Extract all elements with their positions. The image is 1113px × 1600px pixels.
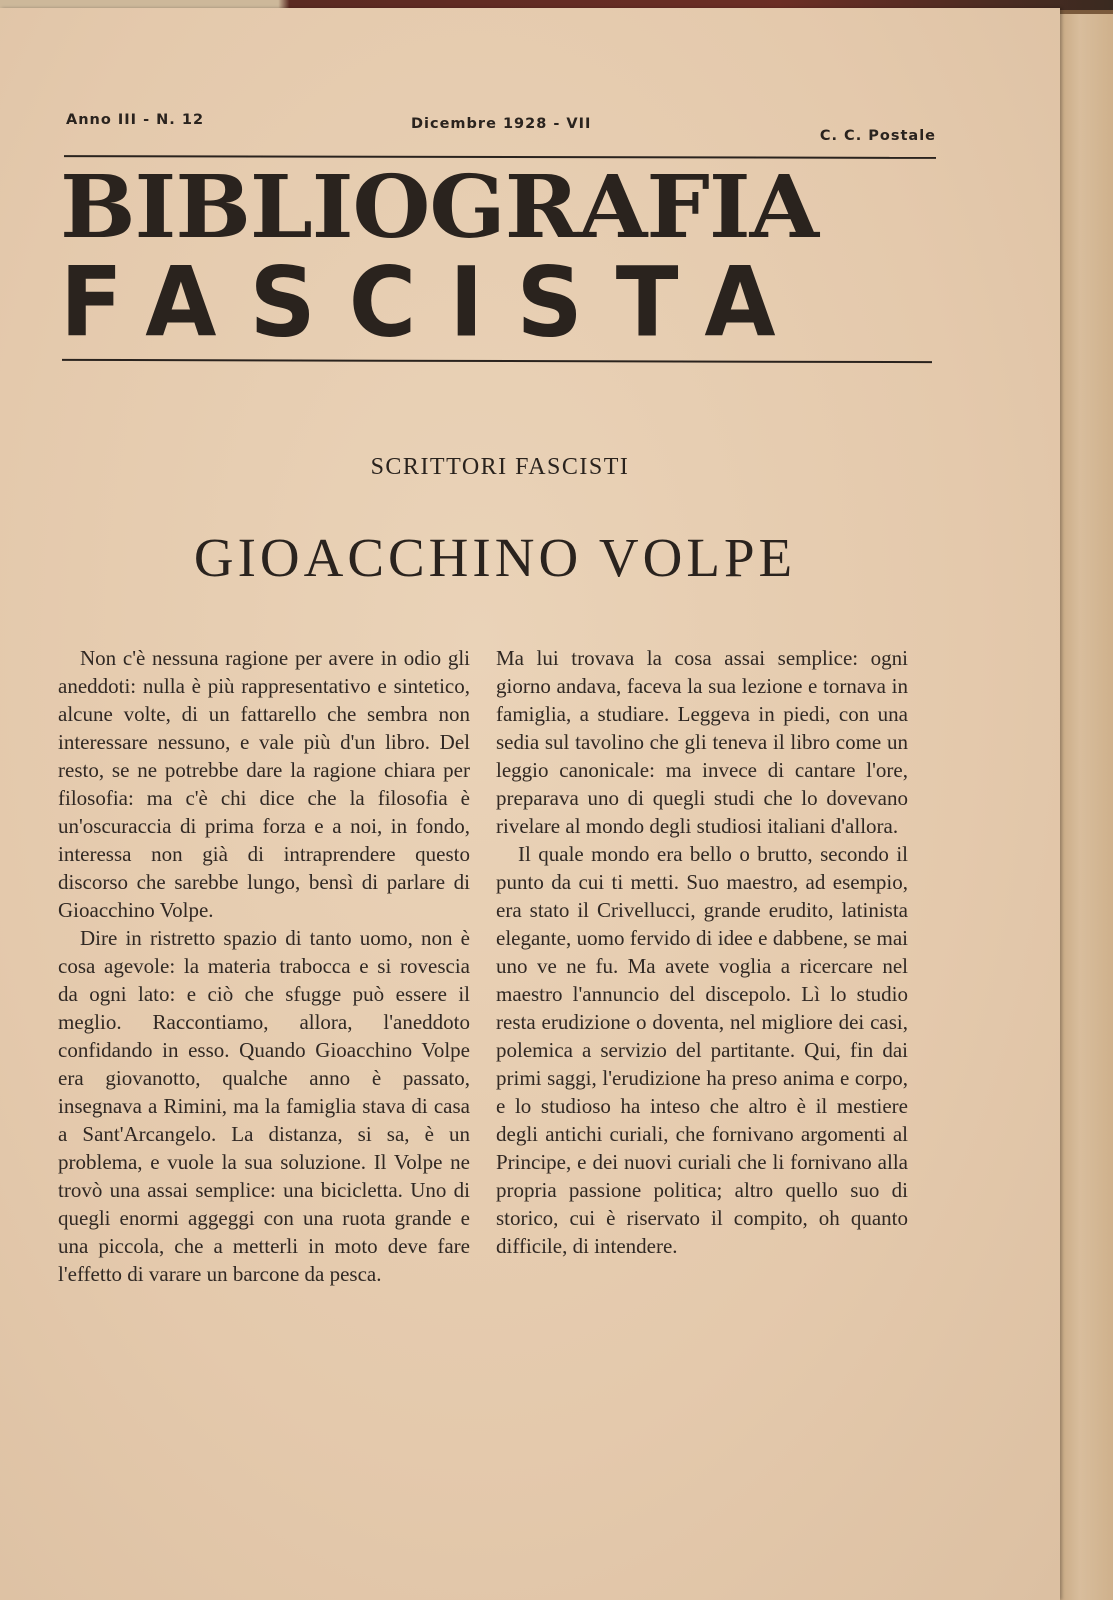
postal-note: C. C. Postale bbox=[819, 128, 936, 144]
paragraph: Il quale mondo era bello o brutto, secondo il punto da cui ti metti. Suo maestro, ad esempio, era stato il Crivellucci, grande erudito, latinista elegante, uomo fervido di idee e dabbene, se mai uno ve ne fu. Ma avete voglia a ricercare nel maestro l'annuncio del discepolo. Lì lo studio resta erudizione o doventa, nel migliore dei casi, polemica a servizio del partitante. Qui, fin dai primi saggi, l'erudizione ha preso anima e corpo, e lo studioso ha inteso che altro è il mestiere degli antichi curiali, che fornivano argomenti al Principe, e dei nuovi curiali che li fornivano alla propria passione politica; altro quello suo di storico, cui è riservato il compito, oh quanto difficile, di intendere. bbox=[496, 842, 908, 1258]
paragraph: Ma lui trovava la cosa assai semplice: ogni giorno andava, faceva la sua lezione e tornava in famiglia, a studiare. Leggeva in piedi, con una sedia sul tavolino che gli teneva il libro come un leggio canonicale: ma invece di cantare l'ore, preparava uno di quegli studi che lo dovevano rivelare al mondo degli studiosi italiani d'allora. bbox=[496, 646, 908, 838]
next-page-edge bbox=[1058, 14, 1113, 1600]
masthead-bottom-rule bbox=[62, 359, 932, 363]
text-column-right bbox=[496, 644, 908, 1260]
issue-number: Anno III - N. 12 bbox=[66, 112, 205, 128]
text-column-left bbox=[58, 644, 470, 1288]
paragraph: Dire in ristretto spazio di tanto uomo, non è cosa agevole: la materia trabocca e si rovescia da ogni lato: e ciò che sfugge può essere il meglio. Raccontiamo, allora, l'aneddoto confidando in esso. Quando Gioacchino Volpe era giovanotto, qualche anno è passato, insegnava a Rimini, ma la famiglia stava di casa a Sant'Arcangelo. La distanza, si sa, è un problema, e vuole la sua soluzione. Il Volpe ne trovò una assai semplice: una bicicletta. Uno di quegli enormi aggeggi con una ruota grande e una piccola, che a metterli in moto deve fare l'effetto di varare un barcone da pesca. bbox=[58, 926, 470, 1286]
section-title: SCRITTORI FASCISTI bbox=[370, 454, 630, 480]
paragraph: Non c'è nessuna ragione per avere in odio gli aneddoti: nulla è più rappresentativo e sintetico, alcune volte, di un fattarello che sembra non interessare nessuno, e vale più d'un libro. Del resto, se ne potrebbe dare la ragione chiara per filosofia: ma c'è chi dice che la filosofia è un'oscuraccia di prima forza e a noi, in fondo, interessa non già di intraprendere questo discorso che sarebbe lungo, bensì di parlare di Gioacchino Volpe. bbox=[58, 646, 470, 922]
header-row bbox=[66, 108, 936, 148]
masthead-title: BIBLIOGRAFIA bbox=[60, 157, 819, 258]
article-title: GIOACCHINO VOLPE bbox=[193, 527, 797, 588]
journal-page bbox=[0, 8, 1060, 1600]
issue-date: Dicembre 1928 - VII bbox=[411, 116, 592, 132]
masthead-subtitle: FASCISTA bbox=[60, 246, 809, 359]
